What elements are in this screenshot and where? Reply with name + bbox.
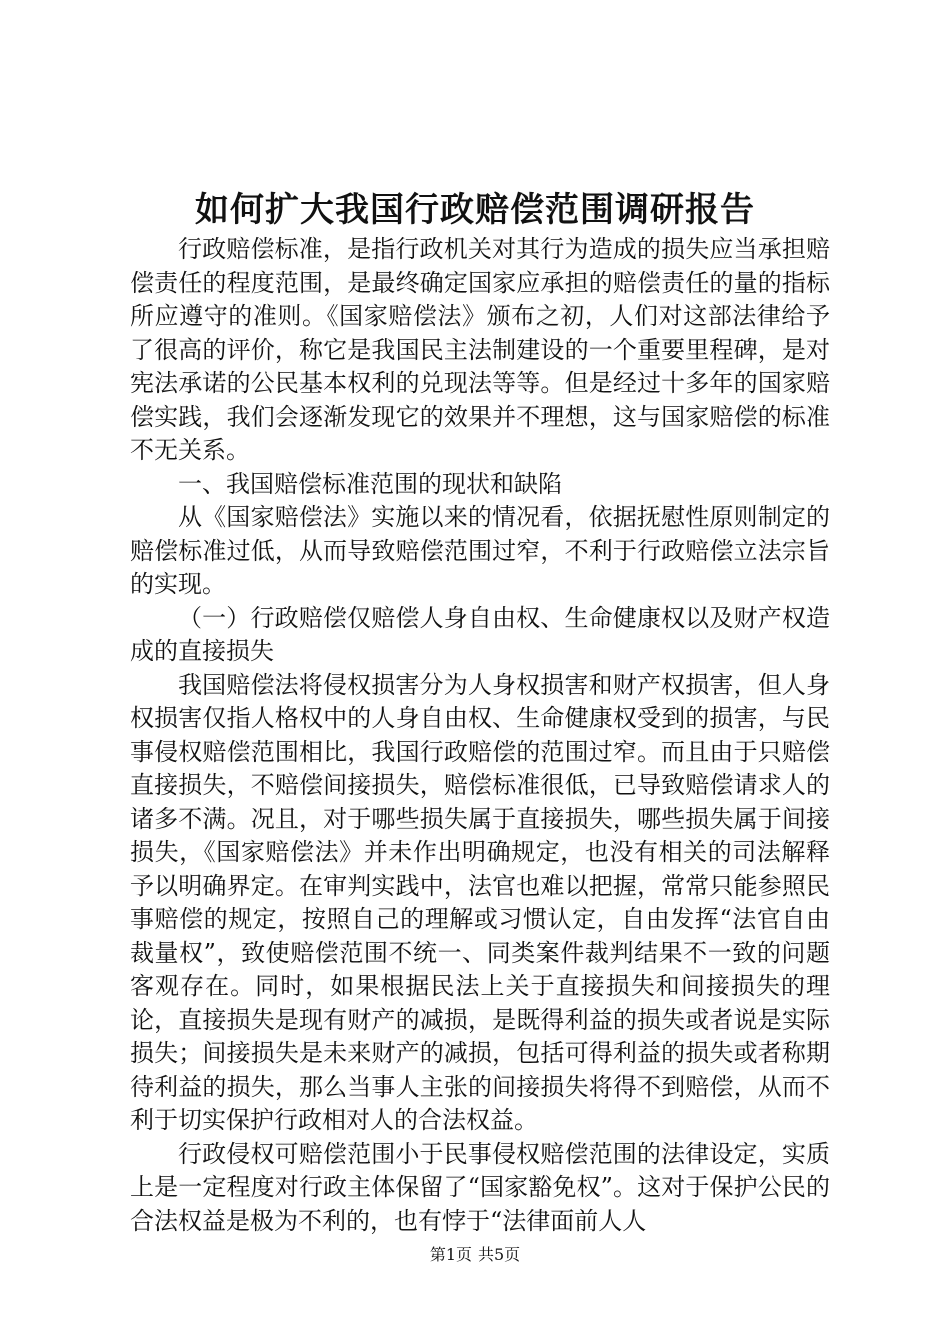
section-heading-1: 一、我国赔偿标准范围的现状和缺陷 xyxy=(178,469,562,498)
document-body xyxy=(130,233,830,1238)
page-number: 第1页 xyxy=(429,1245,472,1264)
document-title: 如何扩大我国行政赔偿范围调研报告 xyxy=(195,190,755,230)
paragraph-immunity: 行政侵权可赔偿范围小于民事侵权赔偿范围的法律设定，实质上是一定程度对行政主体保留了“国家豁免权”。这对于保护公民的合法权益是极为不利的，也有悖于“法律面前人人 xyxy=(130,1139,830,1235)
subsection-heading-1: （一）行政赔偿仅赔偿人身自由权、生命健康权以及财产权造成的直接损失 xyxy=(130,603,830,665)
page-total: 共5页 xyxy=(478,1245,521,1264)
page-footer xyxy=(0,1243,950,1267)
paragraph-direct-loss: 我国赔偿法将侵权损害分为人身权损害和财产权损害，但人身权损害仅指人格权中的人身自由权、生命健康权受到的损害，与民事侵权赔偿范围相比，我国行政赔偿的范围过窄。而且由于只赔偿直接损失，不赔偿间接损失，赔偿标准很低，已导致赔偿请求人的诸多不满。况且，对于哪些损失属于直接损失，哪些损失属于间接损失，《国家赔偿法》并未作出明确规定，也没有相关的司法解释予以明确界定。在审判实践中，法官也难以把握，常常只能参照民事赔偿的规定，按照自己的理解或习惯认定，自由发挥“法官自由裁量权”，致使赔偿范围不统一、同类案件裁判结果不一致的问题客观存在。同时，如果根据民法上关于直接损失和间接损失的理论，直接损失是现有财产的减损，是既得利益的损失或者说是实际损失；间接损失是未来财产的减损，包括可得利益的损失或者称期待利益的损失，那么当事人主张的间接损失将得不到赔偿，从而不利于切实保护行政相对人的合法权益。 xyxy=(130,670,830,1134)
paragraph-overview: 从《国家赔偿法》实施以来的情况看，依据抚慰性原则制定的赔偿标准过低，从而导致赔偿范围过窄，不利于行政赔偿立法宗旨的实现。 xyxy=(130,503,830,598)
paragraph-intro: 行政赔偿标准，是指行政机关对其行为造成的损失应当承担赔偿责任的程度范围，是最终确定国家应承担的赔偿责任的量的指标所应遵守的准则。《国家赔偿法》颁布之初，人们对这部法律给予了很高的评价，称它是我国民主法制建设的一个重要里程碑，是对宪法承诺的公民基本权利的兑现法等等。但是经过十多年的国家赔偿实践，我们会逐渐发现它的效果并不理想，这与国家赔偿的标准不无关系。 xyxy=(130,235,830,464)
